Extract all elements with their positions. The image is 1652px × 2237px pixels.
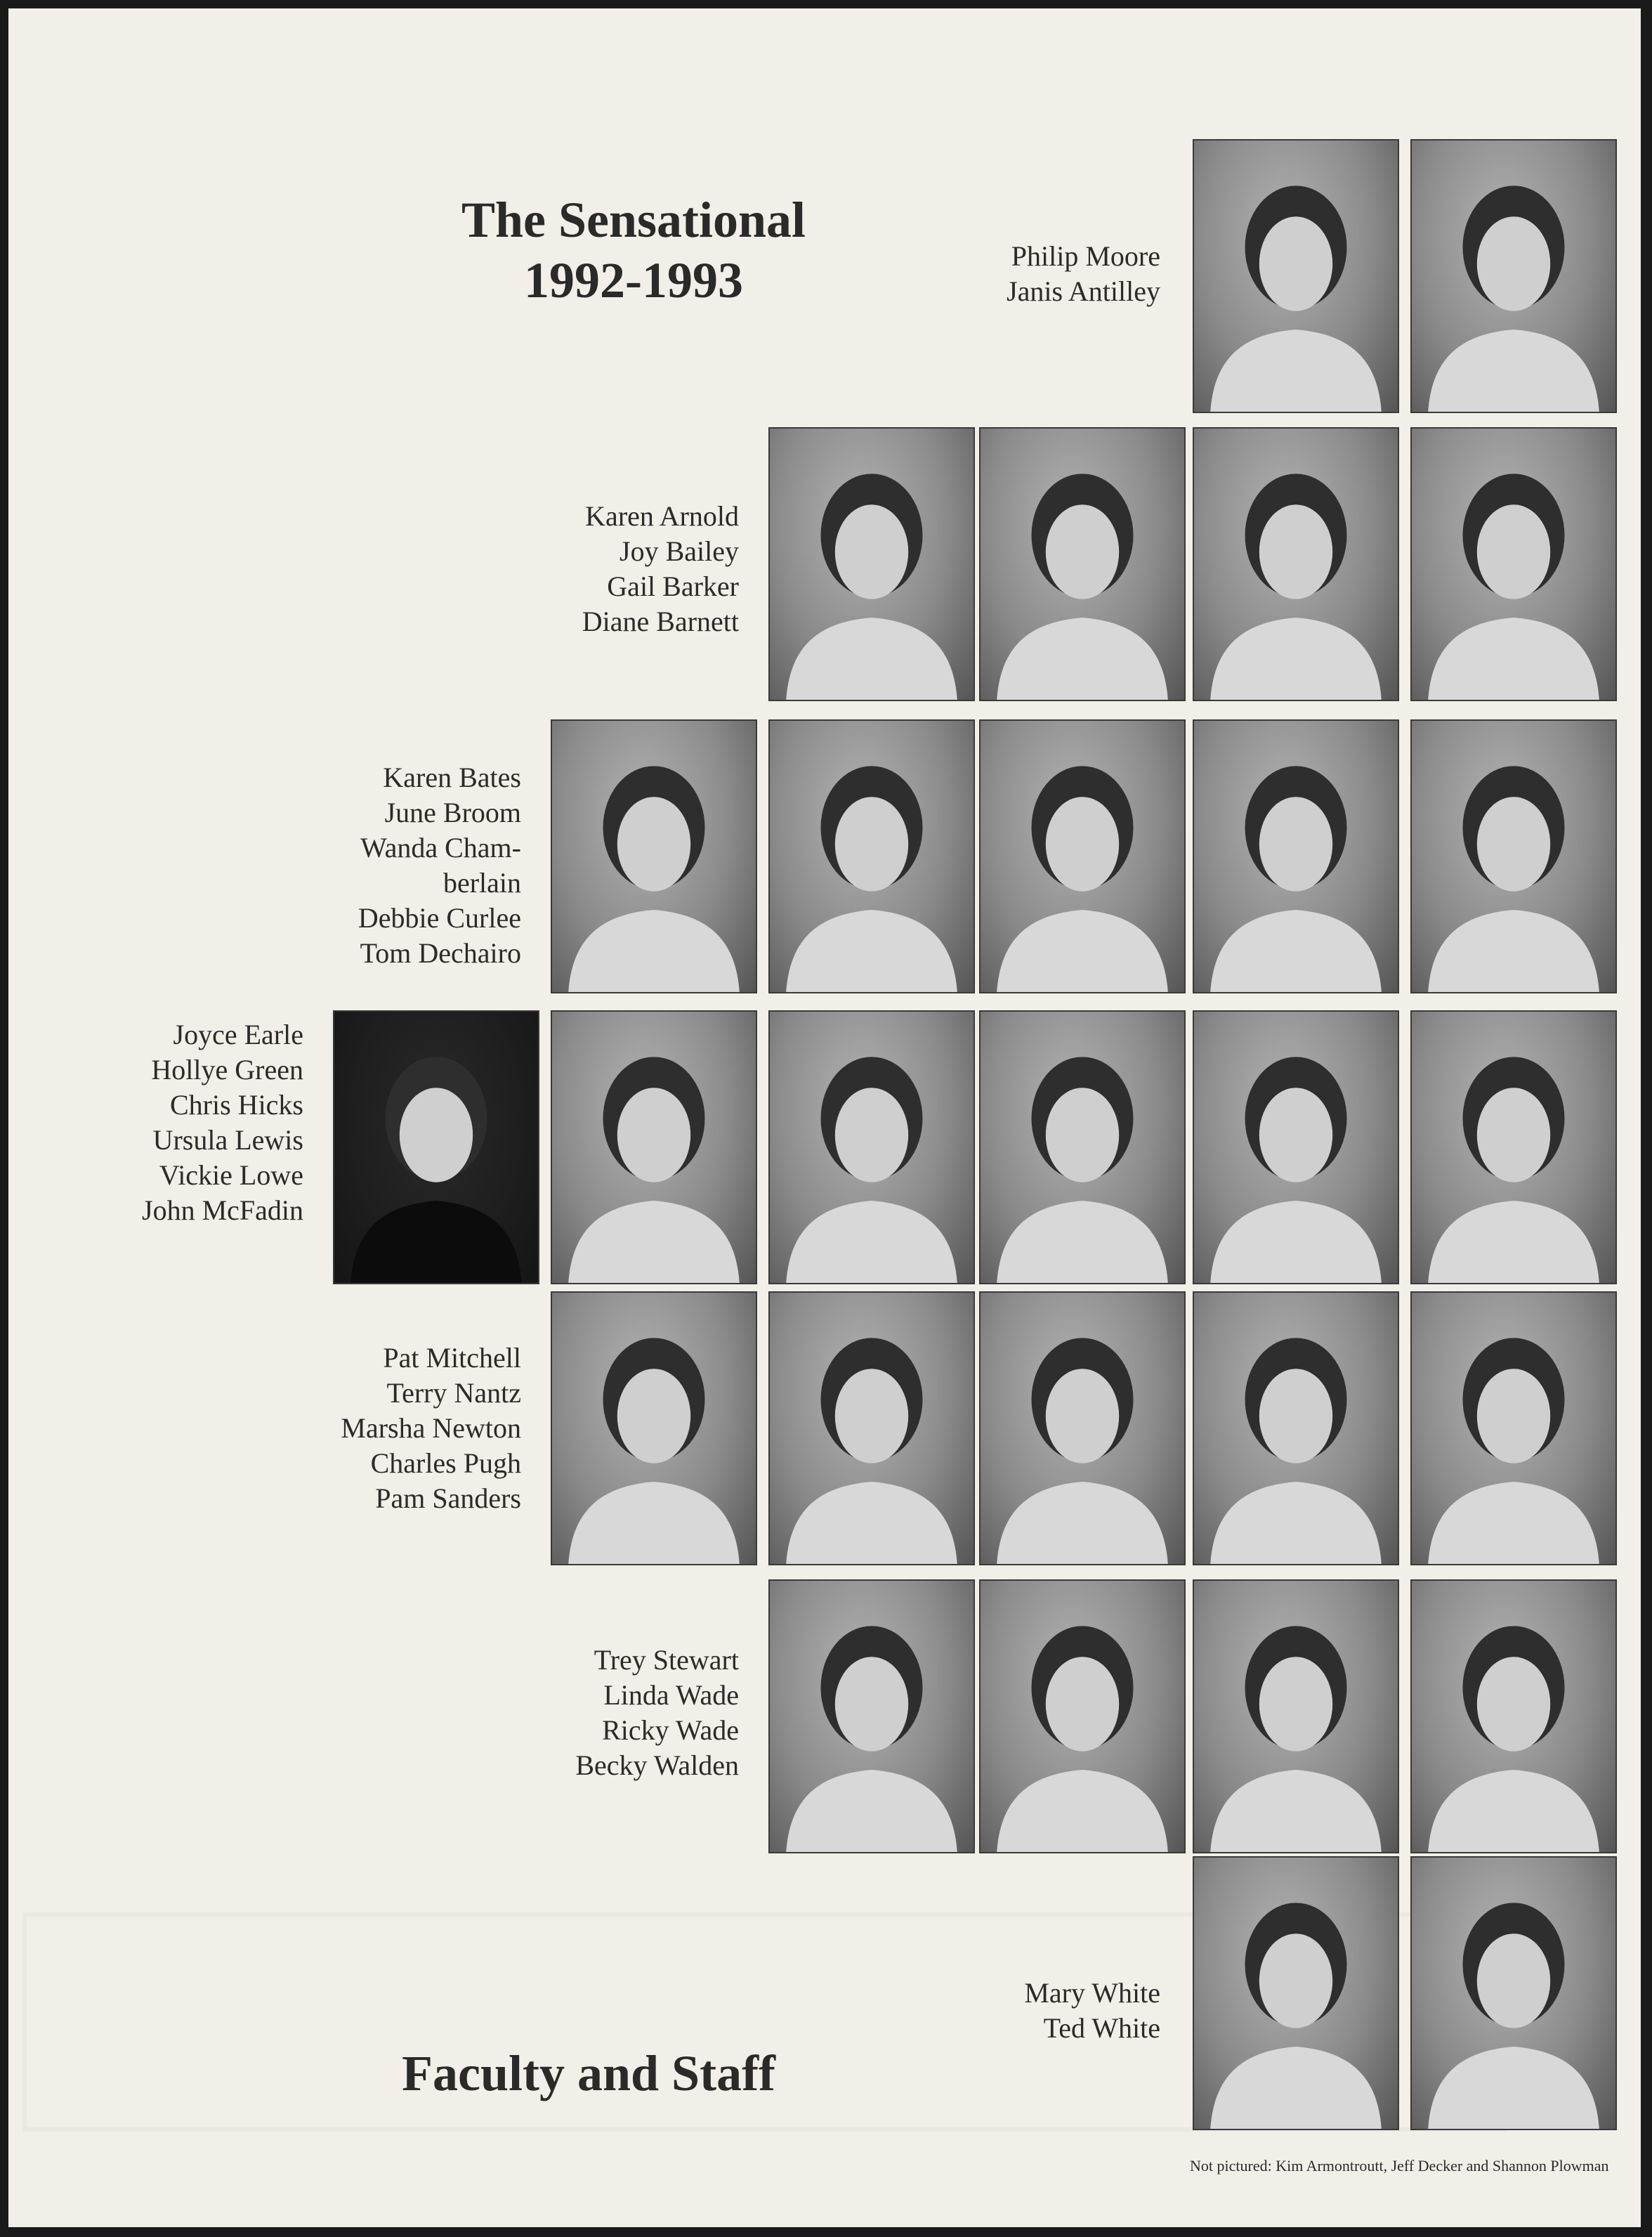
portrait-shoulders — [997, 1482, 1168, 1564]
portrait-silhouette — [552, 721, 756, 992]
portrait-face — [400, 1088, 473, 1182]
portrait-photo — [768, 1010, 975, 1284]
portrait-shoulders — [786, 1482, 957, 1564]
portrait-face — [1259, 1657, 1332, 1752]
name: Diane Barnett — [582, 606, 739, 637]
portrait-photo — [1410, 1010, 1617, 1284]
portrait-face — [1046, 1088, 1119, 1182]
portrait-shoulders — [1428, 2047, 1599, 2129]
title-line-2: 1992-1993 — [524, 252, 743, 308]
portrait-shoulders — [568, 910, 740, 992]
portrait-silhouette — [1412, 1012, 1615, 1283]
name: Vickie Lowe — [159, 1159, 303, 1191]
portrait-face — [835, 1088, 908, 1182]
portrait-silhouette — [1412, 1293, 1615, 1564]
portrait-shoulders — [568, 1482, 740, 1564]
name: Linda Wade — [603, 1679, 739, 1711]
portrait-photo — [768, 1579, 975, 1853]
portrait-face — [617, 1088, 690, 1182]
portrait-photo — [551, 719, 757, 993]
portrait-shoulders — [1210, 910, 1382, 992]
portrait-face — [1477, 797, 1550, 892]
portrait-silhouette — [1194, 1858, 1398, 2129]
portrait-silhouette — [770, 429, 973, 700]
portrait-face — [1259, 1369, 1332, 1463]
portrait-silhouette — [981, 1012, 1184, 1283]
name: Karen Bates — [383, 762, 521, 793]
name: Chris Hicks — [170, 1089, 303, 1121]
name: Debbie Curlee — [358, 902, 521, 934]
portrait-face — [1046, 1369, 1119, 1463]
portrait-silhouette — [1412, 721, 1615, 992]
name: Pam Sanders — [375, 1482, 521, 1514]
portrait-photo — [768, 719, 975, 993]
portrait-photo — [1193, 139, 1399, 413]
portrait-face — [835, 504, 908, 599]
portrait-face — [617, 797, 690, 892]
name: Charles Pugh — [370, 1447, 521, 1479]
portrait-face — [617, 1369, 690, 1463]
portrait-face — [1046, 1657, 1119, 1752]
name: Ted White — [1043, 2012, 1160, 2044]
portrait-photo — [551, 1010, 757, 1284]
portrait-face — [1259, 797, 1332, 892]
page-title — [402, 190, 865, 311]
portrait-silhouette — [1194, 429, 1398, 700]
portrait-silhouette — [981, 429, 1184, 700]
portrait-silhouette — [1194, 1012, 1398, 1283]
portrait-face — [1046, 797, 1119, 892]
name: June Broom — [384, 797, 521, 828]
portrait-photo — [1410, 1291, 1617, 1565]
name: Tom Dechairo — [360, 937, 521, 969]
portrait-shoulders — [997, 1770, 1168, 1852]
portrait-photo — [1410, 1856, 1617, 2130]
portrait-silhouette — [1194, 1293, 1398, 1564]
portrait-silhouette — [770, 1012, 973, 1283]
name: Marsha Newton — [341, 1412, 521, 1444]
portrait-photo — [979, 427, 1186, 701]
name: Pat Mitchell — [383, 1342, 521, 1374]
portrait-silhouette — [770, 721, 973, 992]
portrait-photo — [1410, 139, 1617, 413]
name-list-row-5 — [240, 1341, 521, 1516]
portrait-photo — [979, 1010, 1186, 1284]
name: Trey Stewart — [594, 1644, 739, 1676]
portrait-silhouette — [981, 1293, 1184, 1564]
portrait-shoulders — [786, 1201, 957, 1283]
portrait-silhouette — [1412, 141, 1615, 412]
portrait-face — [1477, 1088, 1550, 1182]
not-pictured-caption: Not pictured: Kim Armontroutt, Jeff Decker and Shannon Plowman — [1190, 2157, 1609, 2174]
name: Hollye Green — [151, 1054, 303, 1085]
portrait-shoulders — [1428, 1770, 1599, 1852]
name: Ursula Lewis — [152, 1124, 303, 1156]
portrait-shoulders — [786, 618, 957, 700]
portrait-silhouette — [1194, 721, 1398, 992]
portrait-photo — [1410, 427, 1617, 701]
name-list-row-2 — [458, 499, 739, 639]
portrait-face — [1477, 1933, 1550, 2028]
name: Karen Arnold — [585, 500, 739, 532]
portrait-face — [1477, 1657, 1550, 1752]
portrait-silhouette — [1412, 1858, 1615, 2129]
portrait-photo — [979, 1291, 1186, 1565]
portrait-shoulders — [568, 1201, 740, 1283]
name-list-row-3 — [240, 760, 521, 971]
name-list-row-7 — [879, 1976, 1160, 2046]
name-list-row-1 — [879, 239, 1160, 309]
portrait-shoulders — [1210, 2047, 1382, 2129]
portrait-shoulders — [350, 1201, 522, 1283]
name-list-row-6 — [458, 1643, 739, 1783]
portrait-shoulders — [1210, 1482, 1382, 1564]
portrait-silhouette — [770, 1293, 973, 1564]
portrait-silhouette — [981, 1581, 1184, 1852]
portrait-photo — [1193, 1291, 1399, 1565]
portrait-silhouette — [1412, 1581, 1615, 1852]
portrait-shoulders — [1428, 330, 1599, 412]
portrait-face — [835, 1369, 908, 1463]
portrait-photo — [1193, 1579, 1399, 1853]
portrait-face — [1259, 504, 1332, 599]
title-line-1: The Sensational — [461, 192, 806, 248]
yearbook-page — [8, 8, 1641, 2227]
portrait-silhouette — [1412, 429, 1615, 700]
portrait-face — [1477, 504, 1550, 599]
portrait-shoulders — [1210, 1770, 1382, 1852]
portrait-silhouette — [552, 1293, 756, 1564]
portrait-shoulders — [786, 910, 957, 992]
name: Joyce Earle — [173, 1019, 303, 1050]
name: Philip Moore — [1011, 240, 1160, 272]
portrait-photo — [1193, 427, 1399, 701]
name: John McFadin — [142, 1194, 303, 1226]
portrait-face — [1259, 216, 1332, 311]
name: Ricky Wade — [602, 1714, 739, 1746]
name: Gail Barker — [607, 570, 739, 602]
portrait-photo — [768, 1291, 975, 1565]
name: Terry Nantz — [386, 1377, 521, 1409]
portrait-silhouette — [770, 1581, 973, 1852]
name-list-row-4 — [22, 1017, 303, 1228]
portrait-photo — [333, 1010, 539, 1284]
portrait-face — [1259, 1088, 1332, 1182]
name: Wanda Cham- — [360, 832, 521, 863]
portrait-face — [835, 1657, 908, 1752]
portrait-silhouette — [1194, 141, 1398, 412]
portrait-silhouette — [981, 721, 1184, 992]
portrait-silhouette — [552, 1012, 756, 1283]
section-title: Faculty and Staff — [402, 2045, 776, 2101]
portrait-photo — [768, 427, 975, 701]
portrait-photo — [1193, 1856, 1399, 2130]
portrait-shoulders — [1210, 1201, 1382, 1283]
portrait-photo — [1193, 719, 1399, 993]
name: Mary White — [1024, 1977, 1160, 2009]
portrait-shoulders — [997, 618, 1168, 700]
portrait-shoulders — [1210, 618, 1382, 700]
portrait-silhouette — [1194, 1581, 1398, 1852]
portrait-face — [1046, 504, 1119, 599]
portrait-shoulders — [786, 1770, 957, 1852]
portrait-face — [1477, 1369, 1550, 1463]
portrait-silhouette — [334, 1012, 538, 1283]
portrait-photo — [551, 1291, 757, 1565]
portrait-photo — [1193, 1010, 1399, 1284]
portrait-shoulders — [997, 1201, 1168, 1283]
portrait-face — [1477, 216, 1550, 311]
name: Janis Antilley — [1007, 275, 1160, 307]
portrait-shoulders — [1428, 1201, 1599, 1283]
name: Becky Walden — [575, 1749, 739, 1781]
portrait-face — [1259, 1933, 1332, 2028]
portrait-shoulders — [1428, 910, 1599, 992]
portrait-face — [835, 797, 908, 892]
portrait-photo — [979, 719, 1186, 993]
portrait-shoulders — [1428, 618, 1599, 700]
portrait-photo — [979, 1579, 1186, 1853]
portrait-shoulders — [1428, 1482, 1599, 1564]
portrait-photo — [1410, 1579, 1617, 1853]
portrait-shoulders — [997, 910, 1168, 992]
portrait-photo — [1410, 719, 1617, 993]
name: berlain — [442, 867, 521, 899]
name: Joy Bailey — [620, 535, 739, 567]
portrait-shoulders — [1210, 330, 1382, 412]
